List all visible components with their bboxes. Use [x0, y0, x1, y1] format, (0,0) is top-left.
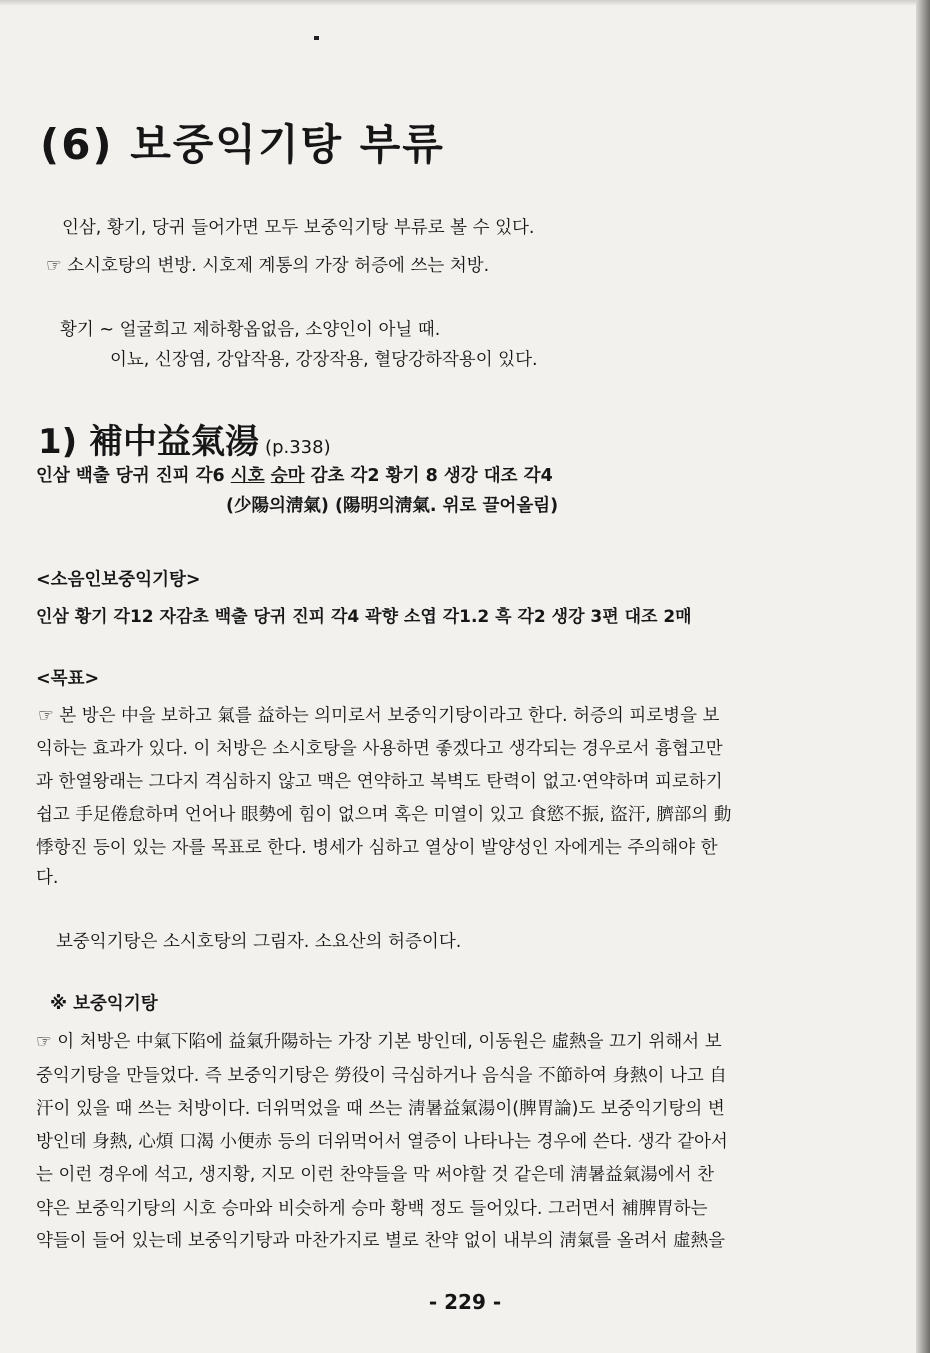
intro-line-4: 이뇨, 신장염, 강압작용, 강장작용, 혈당강하작용이 있다.: [110, 350, 538, 370]
note-line: 중익기탕을 만들었다. 즉 보중익기탕은 勞役이 극심하거나 음식을 不節하여 身熱이 나고 自: [36, 1066, 727, 1086]
intro-line-1: 인삼, 황기, 당귀 들어가면 모두 보중익기탕 부류로 볼 수 있다.: [62, 218, 535, 238]
mokpyo-line: 과 한열왕래는 그다지 격심하지 않고 맥은 연약하고 복벽도 탄력이 없고·연약하며 피로하기: [36, 772, 723, 792]
formula-note: (少陽의淸氣) (陽明의淸氣. 위로 끌어올림): [226, 496, 559, 516]
note-line: 약은 보중익기탕의 시호 승마와 비슷하게 승마 황백 정도 들어있다. 그러면서 補脾胃하는: [36, 1199, 708, 1219]
note-line: 汗이 있을 때 쓰는 처방이다. 더위먹었을 때 쓰는 淸暑益氣湯이(脾胃論)도 보중익기탕의 변: [36, 1099, 725, 1119]
note-line: 는 이런 경우에 석고, 생지황, 지모 이런 찬약들을 막 써야할 것 같은데 淸暑益氣湯에서 찬: [36, 1165, 715, 1185]
note-line: ☞ 이 처방은 中氣下陷에 益氣升陽하는 가장 기본 방인데, 이동원은 虛熱을 끄기 위해서 보: [36, 1032, 722, 1052]
mokpyo-line: 쉽고 手足倦怠하며 언어나 眼勢에 힘이 없으며 혹은 미열이 있고 食慾不振, 盜汗, 臍部의 動: [36, 805, 732, 825]
soeumin-formula: 인삼 황기 각12 자감초 백출 당귀 진피 각4 곽향 소엽 각1.2 흑 각2 생강 3편 대조 2매: [36, 607, 692, 627]
shadow-line: 보중익기탕은 소시호탕의 그림자. 소요산의 허증이다.: [56, 932, 462, 952]
formula-seungma: 승마: [270, 466, 305, 486]
page-top-edge: [0, 0, 930, 6]
soeumin-title: <소음인보중익기탕>: [36, 570, 201, 590]
note-title: ※ 보중익기탕: [50, 994, 158, 1014]
page-binding-shadow: [916, 0, 930, 1353]
section-heading: [38, 414, 331, 463]
mokpyo-line: 悸항진 등이 있는 자를 목표로 한다. 병세가 심하고 열상이 발양성인 자에게는 주의해야 한: [36, 838, 718, 858]
note-line: 약들이 들어 있는데 보중익기탕과 마찬가지로 별로 찬약 없이 내부의 淸氣를 올려서 虛熱을: [36, 1231, 726, 1251]
mokpyo-line: ☞ 본 방은 中을 보하고 氣를 益하는 의미로서 보중익기탕이라고 한다. 허증의 피로병을 보: [38, 706, 720, 726]
formula-part-a: 인삼 백출 당귀 진피 각6: [36, 466, 231, 486]
note-line: 방인데 身熱, 心煩 口渴 小便赤 등의 더위먹어서 열증이 나타나는 경우에 쓴다. 생각 같아서: [36, 1132, 728, 1152]
section-title: 1) 補中益氣湯: [38, 422, 260, 462]
mokpyo-line: 다.: [36, 868, 59, 888]
scan-speck: [314, 36, 319, 40]
formula-sihо: 시호: [230, 466, 265, 486]
mokpyo-title: <목표>: [36, 669, 100, 689]
mokpyo-line: 익하는 효과가 있다. 이 처방은 소시호탕을 사용하면 좋겠다고 생각되는 경우로서 흉협고만: [36, 739, 723, 759]
intro-line-2: ☞ 소시호탕의 변방. 시호제 계통의 가장 허증에 쓰는 처방.: [46, 256, 490, 276]
intro-line-3: 황기 ~ 얼굴희고 제하황옵없음, 소양인이 아닐 때.: [60, 320, 441, 340]
page-number: - 229 -: [428, 1290, 502, 1314]
formula-line: [36, 464, 553, 488]
formula-part-b: 감초 각2 황기 8 생강 대조 각4: [304, 466, 553, 486]
chapter-heading: (6) 보중익기탕 부류: [40, 120, 445, 169]
page-reference: (p.338): [265, 437, 331, 458]
